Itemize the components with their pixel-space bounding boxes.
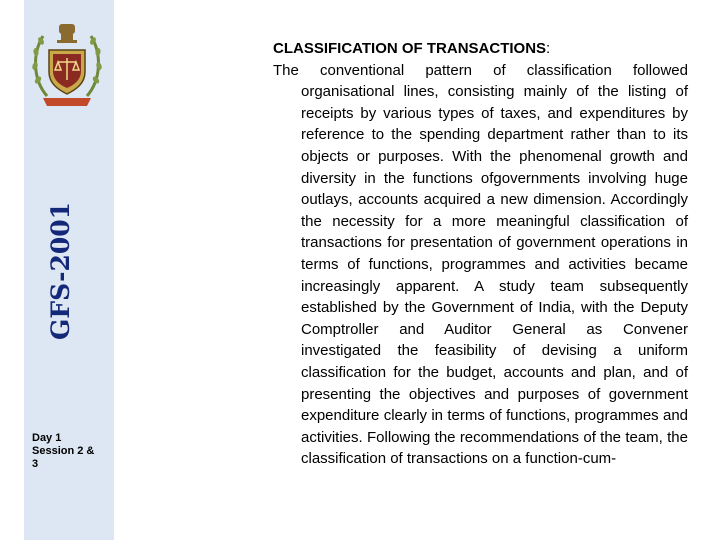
vertical-title: GFS-2001 xyxy=(46,201,75,340)
session-number-line-2: 3 xyxy=(32,458,39,470)
session-number-line: Session 2 & xyxy=(32,445,95,457)
heading-text: CLASSIFICATION OF TRANSACTIONS xyxy=(273,40,547,57)
emblem-icon xyxy=(29,14,105,112)
section-heading xyxy=(273,38,688,60)
main-content xyxy=(273,38,688,470)
heading-colon: : xyxy=(546,40,551,57)
session-label xyxy=(32,432,112,471)
body-paragraph: The conventional pattern of classification followed organisational lines, consisting mainly of the listing of receipts by various types of taxes, and expenditures by reference to the spending department rather than to its objects or purposes. With the phenomenal growth and diversity in the functions ofgovernments involving huge outlays, accounts acquired a new dimension. Accordingly the necessity for a more meaningful classification of transactions for presentation of government operations in terms of functions, programmes and activities became increasingly apparent. A study team subsequently established by the Government of India, with the Deputy Comptroller and Auditor General as Convener investigated the feasibility of devising a uniform classification for the budget, accounts and plan, and of presenting the objectives and purposes of government expenditure clearly in terms of functions, programmes and activities. Following the recommendations of the team, the classification of transactions on a function-cum- xyxy=(273,61,688,468)
session-day-line: Day 1 xyxy=(32,432,62,444)
